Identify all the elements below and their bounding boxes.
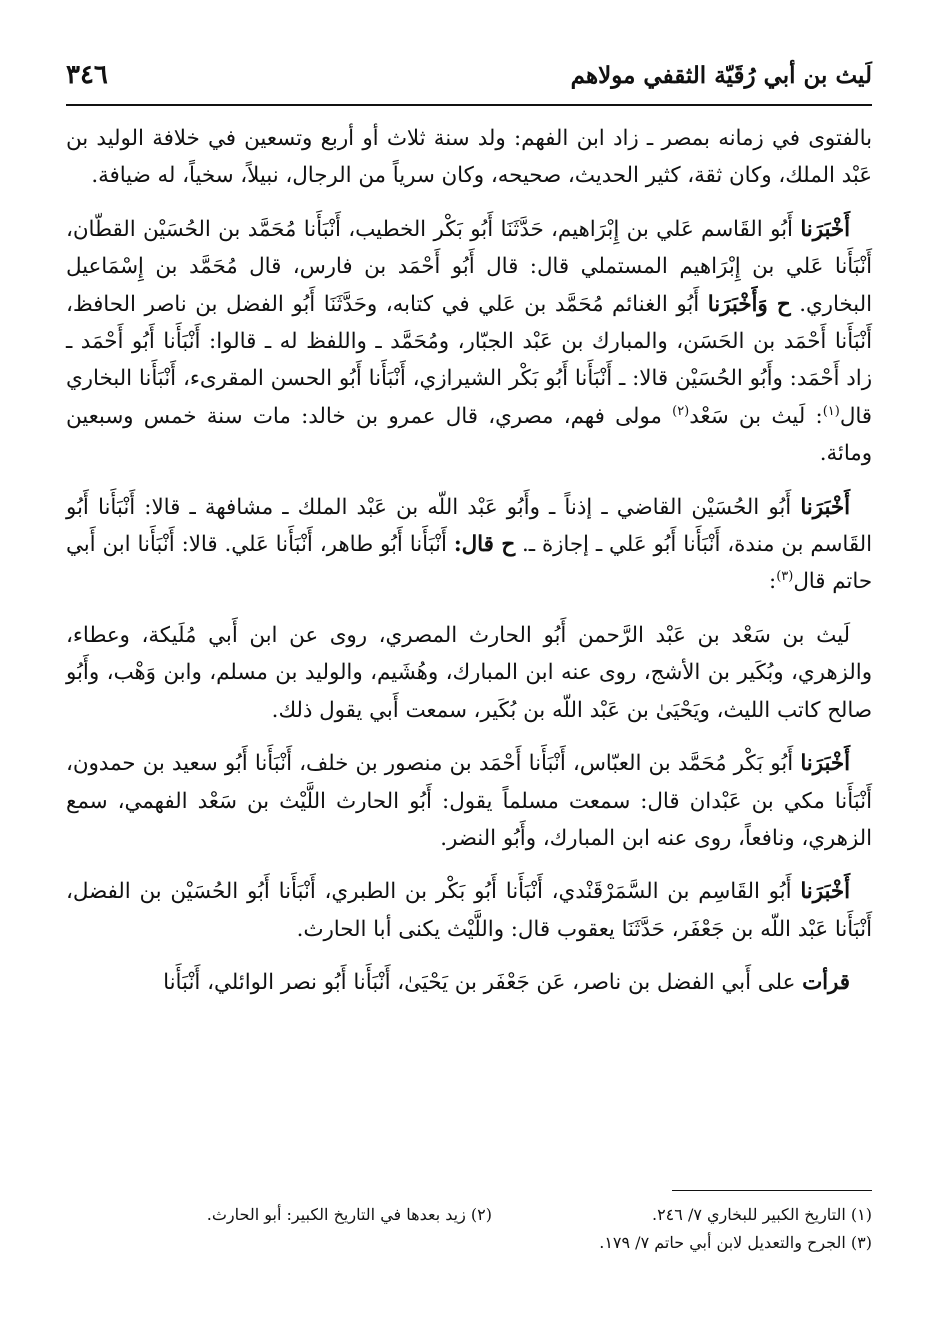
paragraph-text: بالفتوى في زمانه بمصر ـ زاد ابن الفهم: ولد سنة ثلاث أو أربع وتسعين في خلافة الوليد بن عَبْد الملك، وكان ثقة، كثير الحديث، صحيحه، وكان سرياً من الرجال، نبيلاً، سخياً، له ضيافة. (66, 126, 872, 189)
paragraph-lead: أَخْبَرَنا (800, 494, 850, 520)
paragraph-text: مولى فهم، مصري، قال عمرو بن خالد: مات سنة خمس وسبعين ومائة. (66, 403, 872, 467)
paragraph-6 (66, 873, 872, 948)
paragraph-text: أَبُو القَاسم عَلي بن إِبْرَاهيم، حَدَّثَنَا أَبُو بَكْر الخطيب، أَنْبَأَنا مُحَمَّد بن الحُسَيْن القطّان، أَنْبَأَنا عَلي بن إِبْرَاهيم المستملي قال: قال أَبُو أَحْمَد بن فارس، قال مُحَمَّد بن إِسْمَاعيل البخاري. (66, 216, 873, 317)
page-header (66, 60, 872, 106)
footnote-row (66, 1229, 872, 1257)
footnote-divider (672, 1190, 872, 1191)
footnote-2: (٢) زيد بعدها في التاريخ الكبير: أبو الحارث. (206, 1205, 492, 1224)
footnote-ref-1[interactable]: (١) (822, 403, 840, 419)
book-page (66, 60, 872, 1320)
paragraph-text: أَبُو بَكْر مُحَمَّد بن العبّاس، أَنْبَأَنا أَحْمَد بن منصور بن خلف، أَنْبَأَنا أَبُو سعيد بن حمدون، أَنْبَأَنا مكي بن عَبْدان قال: سمعت مسلماً يقول: أَبُو الحارث اللَّيْث بن سَعْد الفهمي، سمع الزهري، ونافعاً، روى عنه ابن المبارك، وأَبُو النضر. (66, 751, 872, 851)
paragraph-lead: أَخْبَرَنا (800, 879, 850, 905)
footnote-3: (٣) الجرح والتعديل لابن أبي حاتم ٧/ ١٧٩. (599, 1233, 872, 1252)
paragraph-text: أَنْبَأَنا أَبُو طاهر، أَنْبَأَنا عَلي. قالا: أَنْبَأَنا ابن أَبي حاتم قال (66, 532, 872, 595)
main-text (66, 106, 872, 1002)
paragraph-lead: أَخْبَرَنا (800, 751, 850, 777)
page-number: ٣٤٦ (66, 60, 108, 90)
footnotes (66, 1190, 872, 1257)
paragraph-bold: ح قال: (453, 532, 516, 558)
paragraph-text: أَبُو الحُسَيْن القاضي ـ إذناً ـ وأَبُو عَبْد اللّه بن عَبْد الملك ـ مشافهة ـ قالا: أَنْبَأَنا أَبُو القَاسم بن مندة، أَنْبَأَنا أَبُو عَلي ـ إجازة ـ. (66, 494, 873, 558)
paragraph-text: لَيث بن سَعْد بن عَبْد الرَّحمن أَبُو الحارث المصري، روى عن ابن أَبي مُلَيكة، وعطاء، والزهري، وبُكَير بن الأشج، روى عنه ابن المبارك، وهُشَيم، والوليد بن مسلم، وابن وَهْب، وأَبُو صالح كاتب الليث، ويَحْيَىٰ بن عَبْد اللّه بن بُكَير، سمعت أَبي يقول ذلك. (66, 622, 872, 723)
paragraph-7 (66, 964, 872, 1001)
paragraph-1 (66, 120, 872, 195)
running-title: لَيث بن أبي رُقَيّة الثقفي مولاهم (570, 62, 872, 89)
paragraph-bold: ح وَأَخْبَرَنا (707, 291, 791, 317)
paragraph-4 (66, 617, 872, 729)
footnote-ref-2[interactable]: (٢) (672, 403, 690, 419)
footnote-row (66, 1201, 872, 1229)
paragraph-lead: قرأت (802, 970, 850, 996)
paragraph-text: : لَيث بن سَعْد (689, 403, 823, 429)
paragraph-2 (66, 211, 872, 473)
footnote-ref-3[interactable]: (٣) (776, 569, 794, 585)
paragraph-text: أَبُو الغنائم مُحَمَّد بن عَلي في كتابه، وحَدَّثَنَا أَبُو الفضل بن ناصر الحافظ، أَنْبَأَنا أَحْمَد بن الحَسَن، والمبارك بن عَبْد الجبّار، ومُحَمَّد ـ واللفظ له ـ قالوا: أَنْبَأَنا أَبُو أَحْمَد ـ زاد أَحْمَد: وأَبُو الحُسَيْن قالا: ـ أَنْبَأَنا أَبُو بَكْر الشيرازي، أَنْبَأَنا أَبُو الحسن المقرىء، أَنْبَأَنا البخاري قال (66, 291, 872, 429)
paragraph-5 (66, 745, 872, 857)
footnote-1: (١) التاريخ الكبير للبخاري ٧/ ٢٤٦. (651, 1205, 872, 1224)
paragraph-text: على أَبي الفضل بن ناصر، عَن جَعْفَر بن يَحْيَىٰ، أَنْبَأَنا أَبُو نصر الوائلي، أَنْبَأَنا (163, 970, 803, 996)
paragraph-text: : (769, 569, 777, 595)
paragraph-lead: أَخْبَرَنا (800, 216, 850, 242)
paragraph-text: أَبُو القَاسِم بن السَّمَرْقَنْدي، أَنْبَأَنا أَبُو بَكْر بن الطبري، أَنْبَأَنا أَبُو الحُسَيْن بن الفضل، أَنْبَأَنا عَبْد اللّه بن جَعْفَر، حَدَّثَنَا يعقوب قال: واللَّيْث يكنى أبا الحارث. (66, 879, 872, 942)
paragraph-3 (66, 489, 872, 601)
